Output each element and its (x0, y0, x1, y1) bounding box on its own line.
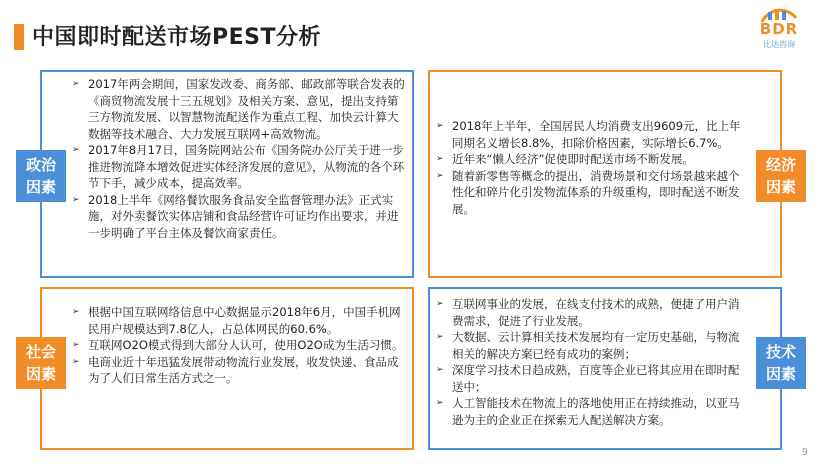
arrow-bullet-icon: ➢ (72, 340, 80, 350)
social-bullet-item (70, 337, 406, 354)
economic-factors-list (434, 118, 750, 217)
social-bullet-text: 根据中国互联网络信息中心数据显示2018年6月，中国手机网民用户规模达到7.8亿人，占总体网民的60.6%。 (88, 305, 401, 336)
technology-bullet-item (434, 329, 750, 362)
technology-factors-list (434, 296, 750, 428)
arrow-bullet-icon: ➢ (72, 194, 80, 205)
arrow-bullet-icon: ➢ (436, 154, 444, 164)
logo-subtitle: 比达咨询 (763, 40, 795, 49)
social-bullet-text: 电商业近十年迅猛发展带动物流行业发展，收发快递、食品成为了人们日常生活方式之一。 (88, 354, 399, 385)
arrow-bullet-icon: ➢ (72, 145, 80, 155)
technology-bullet-text: 人工智能技术在物流上的落地使用正在持续推动，以亚马逊为主的企业正在探索无人配送解决方案。 (452, 396, 740, 427)
arrow-bullet-icon: ➢ (72, 307, 80, 317)
economic-bullet-text: 近年来“懒人经济”促使即时配送市场不断发展。 (452, 152, 694, 166)
page-number: 9 (801, 447, 808, 458)
technology-factors-tag (756, 337, 806, 389)
arrow-bullet-icon: ➢ (436, 398, 444, 408)
economic-bullet-item (434, 118, 750, 151)
political-bullet-item (70, 76, 406, 142)
economic-bullet-text: 2018年上半年，全国居民人均消费支出9609元，比上年同期名义增长8.8%，扣除价格因素，实际增长6.7%。 (452, 119, 741, 150)
technology-bullet-text: 互联网事业的发展，在线支付技术的成熟，便捷了用户消费需求，促进了行业发展。 (452, 297, 740, 328)
logo-name: BDR (759, 20, 799, 38)
technology-bullet-item (434, 395, 750, 428)
economic-bullet-text: 随着新零售等概念的提出，消费场景和交付场景越来越个性化和碎片化引发物流体系的升级重构，即时配送不断发展。 (452, 168, 740, 216)
bdr-logo (748, 6, 810, 60)
economic-bullet-item (434, 151, 750, 168)
technology-bullet-text: 大数据、云计算相关技术发展均有一定历史基础，与物流相关的解决方案已经有成功的案例； (452, 330, 740, 361)
social-bullet-text: 互联网O2O模式得到大部分人认可，使用O2O成为生活习惯。 (88, 338, 404, 352)
political-bullet-item (70, 192, 406, 242)
political-factors-list (70, 76, 406, 241)
arrow-bullet-icon: ➢ (436, 299, 444, 309)
technology-tag-label: 技术 因素 (765, 343, 796, 383)
arrow-bullet-icon: ➢ (72, 79, 80, 89)
arrow-bullet-icon: ➢ (436, 332, 444, 342)
economic-tag-label: 经济 因素 (765, 156, 796, 196)
political-bullet-text: 2017年8月17日，国务院网站公布《国务院办公厅关于进一步推进物流降本增效促进实体经济发展的意见》，从物流的各个环节下手，减少成本，提高效率。 (88, 143, 405, 190)
title-accent-bar (14, 24, 24, 50)
economic-factors-tag (756, 150, 806, 202)
political-bullet-text: 2017年两会期间，国家发改委、商务部、邮政部等联合发表的《商贸物流发展十三五规划》及相关方案、意见，提出支持第三方物流发展、以智慧物流配送作为重点工程、加快云计算大数据等技术融合、大力发展互联网+高效物流。 (88, 77, 405, 141)
social-factors-list (70, 304, 406, 387)
social-tag-label: 社会 因素 (25, 343, 56, 383)
political-factors-tag (16, 150, 66, 202)
political-bullet-item (70, 142, 406, 192)
arrow-bullet-icon: ➢ (436, 365, 444, 375)
social-factors-tag (16, 337, 66, 389)
page-title: 中国即时配送市场PEST分析 (32, 25, 322, 50)
social-bullet-item (70, 354, 406, 387)
political-tag-label: 政治 因素 (25, 156, 56, 196)
technology-bullet-text: 深度学习技术日趋成熟，百度等企业已将其应用在即时配送中； (452, 363, 740, 394)
arrow-bullet-icon: ➢ (436, 170, 444, 181)
economic-bullet-item (434, 168, 750, 218)
technology-bullet-item (434, 296, 750, 329)
social-bullet-item (70, 304, 406, 337)
arrow-bullet-icon: ➢ (72, 356, 80, 367)
arrow-bullet-icon: ➢ (436, 121, 444, 131)
technology-bullet-item (434, 362, 750, 395)
political-bullet-text: 2018上半年《网络餐饮服务食品安全监督管理办法》正式实施，对外卖餐饮实体店铺和食品经营许可证均作出要求，并进一步明确了平台主体及餐饮商家责任。 (88, 192, 399, 240)
